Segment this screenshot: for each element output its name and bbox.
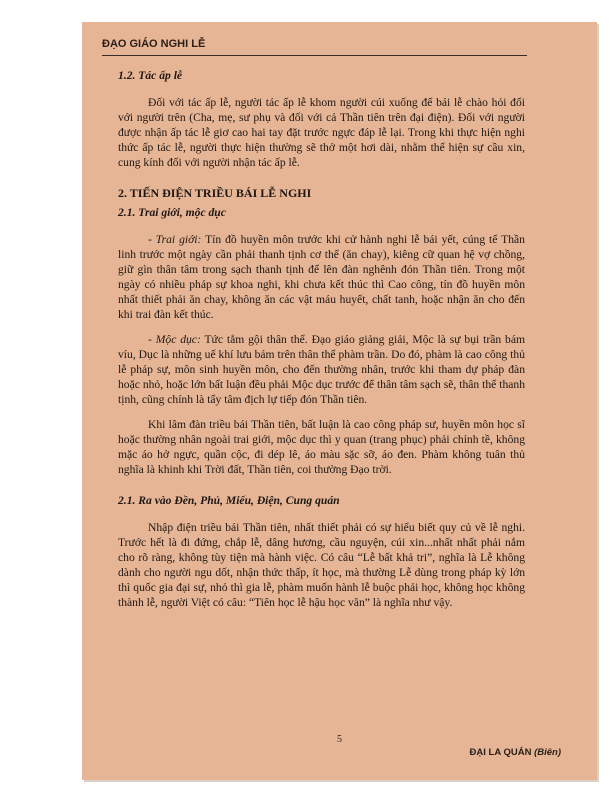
running-header: ĐẠO GIÁO NGHI LỄ xyxy=(102,38,206,50)
term-trai-gioi: - Trai giới: xyxy=(148,233,202,246)
credit-role: (Biên) xyxy=(534,747,561,758)
paragraph-nhap-dien: Nhập điện triều bái Thần tiên, nhất thiết phải có sự hiểu biết quy củ về lễ nghi. Trước hết là đi đứng, chắp lễ, dâng hương, cầu nguyện, cúi xin...nhất nhất phải nắm cho rõ ràng, không tùy tiện mà hành việc. Có câu “Lễ bất khả tri”, nghĩa là Lễ không dành cho người ngu dốt, nhận thức thấp, ít học, mà thường Lễ dùng trong pháp kỳ lớn thì quốc gia đại sự, nhỏ thì gia lễ, phàm muốn hành lễ buộc phải học, không học không thành lễ, người Việt có câu: “Tiên học lễ hậu học văn” là nghĩa như vậy. xyxy=(118,521,525,609)
footer-credit xyxy=(470,747,561,758)
paragraph-trai-gioi-text: Tín đồ huyền môn trước khi cử hành nghi lễ bái yết, cúng tế Thần linh trước một ngày cần phải thanh tịnh cơ thể (ăn chay), kiêng cữ quan hệ vợ chồng, giữ gìn thân tâm trong sạch thanh tịnh để lên đàn nghênh đón Thần tiên. Trong một ngày có nhiều pháp sự khoa nghi, khi chưa kết thúc thì Cao công, tín đồ huyền môn nhất thiết phải ăn chay, không ăn các vật máu huyết, chất tanh, hoặc nhận ăn cho đến khi trai đàn kết thúc. xyxy=(118,233,525,321)
paragraph-trai-gioi xyxy=(118,232,525,322)
page-body xyxy=(118,68,525,620)
paragraph-moc-duc-text: Tức tắm gội thân thể. Đạo giáo giảng giải, Mộc là sự bụi trần bám víu, Dục là những uế khí lưu bám trên thân thể phàm trần. Do đó, phàm là cao công thủ lễ pháp sự, môn sinh huyền môn, cho đến thường nhân, trước khi tham dự pháp đàn hoặc nhỏ, hoặc lớn bất luận đều phải Mộc dục trước để thân tâm sạch sẽ, thân thể thanh tịnh, cũng chính là tẩy tâm địch lự tiếp đón Thần tiên. xyxy=(118,333,525,406)
section-heading-1-2: 1.2. Tác ấp lễ xyxy=(118,69,183,82)
paragraph-moc-duc xyxy=(118,332,525,407)
document-page xyxy=(82,22,597,780)
section-heading-2-1: 2.1. Trai giới, mộc dục xyxy=(118,206,226,219)
header-rule xyxy=(102,55,527,56)
section-heading-2: 2. TIẾN ĐIỆN TRIỀU BÁI LỄ NGHI xyxy=(118,186,312,200)
section-heading-ra-vao: 2.1. Ra vào Đền, Phủ, Miếu, Điện, Cung quán xyxy=(118,494,340,507)
paragraph-tac-ap-le: Đối với tác ấp lễ, người tác ấp lễ khom người cúi xuống để bái lễ chào hỏi đối với người trên (Cha, mẹ, sư phụ và đối với cả Thần tiên trên đại điện). Đối với người được nhận ấp tác lễ giơ cao hai tay đặt trước ngực đáp lễ lại. Trong khi thực hiện nghi thức ấp tác lễ, người thực hiện thường sẽ thở một hơi dài, nhằm thể hiện sự cầu xin, cung kính đối với người nhận tác ấp lễ. xyxy=(118,96,525,169)
paragraph-trieu-bai: Khi lâm đàn triều bái Thần tiên, bất luận là cao công pháp sư, huyền môn học sĩ hoặc thường nhân ngoài trai giới, mộc dục thì y quan (trang phục) phải chỉnh tề, không mặc áo hở ngực, quần cộc, đi dép lê, áo màu sặc sỡ, áo đen. Phàm không tuân thủ nghĩa là khinh khi Trời đất, Thần tiên, coi thường Đạo trời. xyxy=(118,418,525,476)
page-number: 5 xyxy=(337,734,342,745)
credit-name: ĐẠI LA QUÁN xyxy=(469,747,532,758)
term-moc-duc: - Mộc dục: xyxy=(148,333,201,346)
